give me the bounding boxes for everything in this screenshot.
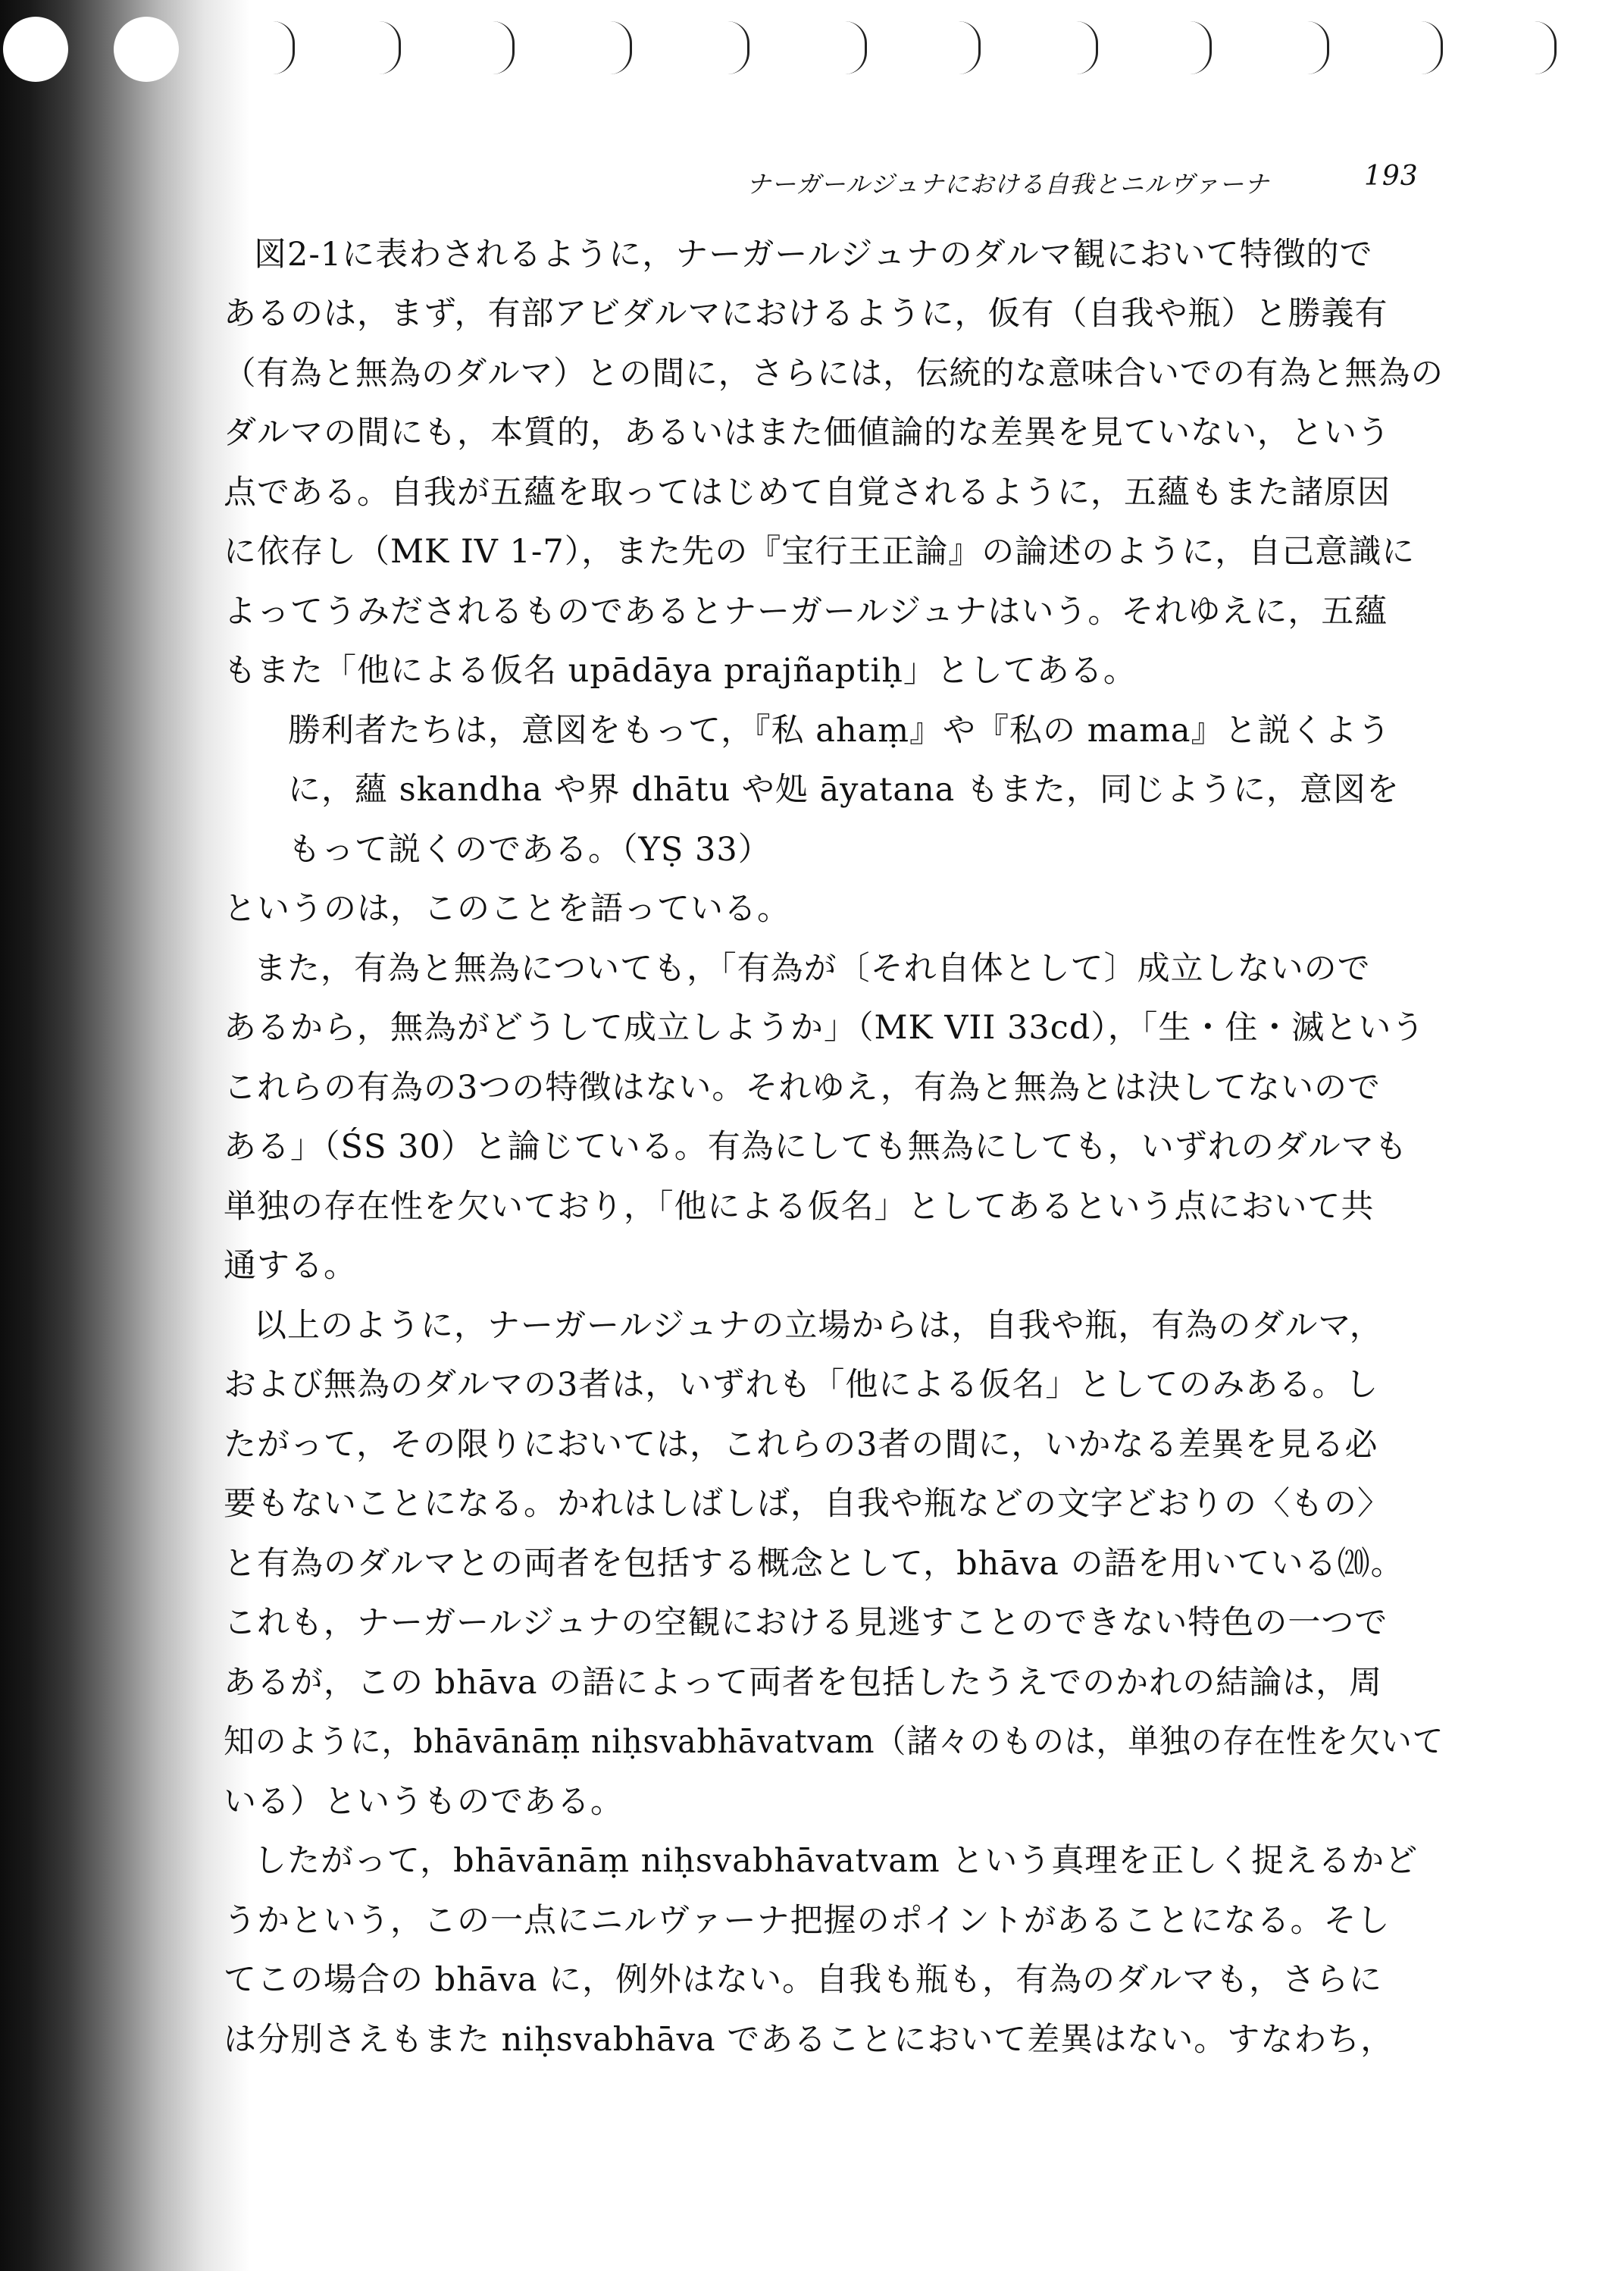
binding-ring-mark <box>1076 21 1098 74</box>
text-line: 通する。 <box>224 1247 357 1285</box>
text-line: あるのは，まず，有部アビダルマにおけるように，仮有（自我や瓶）と勝義有 <box>224 295 1388 333</box>
binding-ring-mark <box>610 21 632 74</box>
text-line: および無為のダルマの3者は，いずれも「他による仮名」としてのみある。し <box>224 1366 1379 1404</box>
text-line: たがって，その限りにおいては，これらの3者の間に，いかなる差異を見る必 <box>224 1426 1378 1464</box>
binding-hole <box>114 17 179 82</box>
binding-ring-mark <box>379 21 401 74</box>
text-line: もまた「他による仮名 upādāya prajñaptiḥ」としてある。 <box>224 652 1137 690</box>
running-header-title: ナーガールジュナにおける自我とニルヴァーナ <box>746 170 1269 199</box>
binding-ring-mark <box>493 21 515 74</box>
text-line: 知のように，bhāvānāṃ niḥsvabhāvatvam（諸々のものは，単独の存在性を欠いて <box>224 1723 1444 1761</box>
quote-line: 勝利者たちは，意図をもって，『私 ahaṃ』や『私の mama』と説くよう <box>288 712 1391 750</box>
text-line: あるから，無為がどうして成立しようか」（MK VII 33cd），「生・住・滅という <box>224 1009 1425 1047</box>
binding-ring-mark <box>1421 21 1443 74</box>
text-line: これも，ナーガールジュナの空観における見逃すことのできない特色の一つで <box>224 1604 1388 1642</box>
binding-ring-mark <box>1190 21 1212 74</box>
text-line: というのは，このことを語っている。 <box>224 890 790 928</box>
text-line: と有為のダルマとの両者を包括する概念として，bhāva の語を用いている⒇。 <box>224 1545 1404 1583</box>
binding-ring-mark <box>1307 21 1329 74</box>
text-line: うかという，この一点にニルヴァーナ把握のポイントがあることになる。そし <box>224 1902 1391 1940</box>
text-line: （有為と無為のダルマ）との間に，さらには，伝統的な意味合いでの有為と無為の <box>224 355 1444 393</box>
binding-ring-mark <box>1535 21 1557 74</box>
binding-ring-mark <box>959 21 981 74</box>
text-line: いる）というものである。 <box>224 1783 624 1821</box>
text-line: 単独の存在性を欠いており，「他による仮名」としてあるという点において共 <box>224 1188 1375 1226</box>
binding-hole <box>3 17 68 82</box>
text-line: また，有為と無為についても，「有為が〔それ自体として〕成立しないので <box>254 950 1371 988</box>
text-line: したがって，bhāvānāṃ niḥsvabhāvatvam という真理を正しく捉えるかど <box>254 1842 1419 1880</box>
text-line: これらの有為の3つの特徴はない。それゆえ，有為と無為とは決してないので <box>224 1069 1381 1107</box>
text-line: 以上のように，ナーガールジュナの立場からは，自我や瓶，有為のダルマ， <box>254 1307 1383 1345</box>
scan-spine-shadow <box>0 0 250 2271</box>
text-line: てこの場合の bhāva に，例外はない。自我も瓶も，有為のダルマも，さらに <box>224 1961 1383 1999</box>
text-line: あるが，この bhāva の語によって両者を包括したうえでのかれの結論は，周 <box>224 1664 1383 1702</box>
text-line: は分別さえもまた niḥsvabhāva であることにおいて差異はない。すなわち， <box>224 2021 1394 2059</box>
text-line: 図2-1に表わされるように，ナーガールジュナのダルマ観において特徴的で <box>254 236 1373 274</box>
binding-ring-mark <box>728 21 749 74</box>
quote-line: もって説くのである。（YṢ 33） <box>288 831 771 869</box>
page-number: 193 <box>1364 161 1419 192</box>
running-header <box>746 161 1428 203</box>
text-line: に依存し（MK IV 1-7），また先の『宝行王正論』の論述のように，自己意識に <box>224 533 1416 571</box>
text-line: 点である。自我が五蘊を取ってはじめて自覚されるように，五蘊もまた諸原因 <box>224 474 1391 512</box>
text-line: ダルマの間にも，本質的，あるいはまた価値論的な差異を見ていない，という <box>224 414 1391 452</box>
text-line: ある」（ŚS 30）と論じている。有為にしても無為にしても，いずれのダルマも <box>224 1128 1408 1166</box>
binding-ring-mark <box>273 21 295 74</box>
binding-ring-mark <box>845 21 867 74</box>
quote-line: に，蘊 skandha や界 dhātu や処 āyatana もまた，同じように，意図を <box>288 771 1400 809</box>
text-line: よってうみだされるものであるとナーガールジュナはいう。それゆえに，五蘊 <box>224 593 1388 631</box>
text-line: 要もないことになる。かれはしばしば，自我や瓶などの文字どおりの〈もの〉 <box>224 1485 1391 1523</box>
